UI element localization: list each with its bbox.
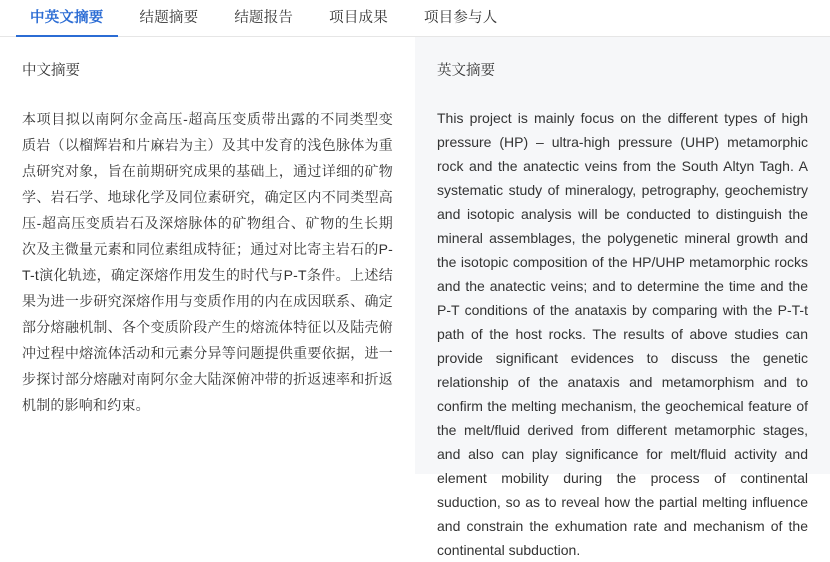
tab-label: 结题摘要	[139, 10, 199, 26]
tab-final-abstract[interactable]	[122, 0, 217, 36]
chinese-abstract-panel	[0, 37, 415, 474]
tab-final-report[interactable]	[216, 0, 311, 36]
tab-project-participants[interactable]	[406, 0, 516, 36]
chinese-abstract-text: 本项目拟以南阿尔金高压-超高压变质带出露的不同类型变质岩（以榴辉岩和片麻岩为主）及其中发育的浅色脉体为重点研究对象，旨在前期研究成果的基础上，通过详细的矿物学、岩石学、地球化学及同位素研究，确定区内不同类型高压-超高压变质岩石及深熔脉体的矿物组合、矿物的生长期次及主微量元素和同位素组成特征；通过对比寄主岩石的P-T-t演化轨迹，确定深熔作用发生的时代与P-T条件。上述结果为进一步研究深熔作用与变质作用的内在成因联系、确定部分熔融机制、各个变质阶段产生的熔流体特征以及陆壳俯冲过程中熔流体活动和元素分异等问题提供重要依据，进一步探讨部分熔融对南阿尔金大陆深俯冲带的折返速率和折返机制的影响和约束。	[22, 111, 393, 413]
tab-chinese-english-abstract[interactable]	[12, 0, 122, 36]
tab-label: 项目成果	[329, 10, 388, 26]
tab-label: 中英文摘要	[30, 10, 104, 26]
tab-project-results[interactable]	[311, 0, 406, 36]
tab-bar	[0, 0, 830, 37]
english-abstract-panel	[415, 37, 830, 558]
abstract-content	[0, 37, 830, 558]
english-abstract-text: This project is mainly focus on the different types of high pressure (HP) – ultra-high pressure (UHP) metamorphic rock and the anatectic veins from the South Altyn Tagh. A systematic study of mineralogy, petrography, geochemistry and isotopic analysis will be conducted to distinguish the mineral assemblages, the polygenetic mineral growth and the isotopic composition of the HP/UHP metamorphic rocks and the anatectic veins; and to determine the time and the P-T conditions of the anataxis by comparing with the P-T-t path of the host rocks. The results of above studies can provide significant evidences to discuss the genetic relationship of the anataxis and metamorphism and to confirm the melting mechanism, the geochemical feature of the melt/fluid derived from different metamorphic stages, and also can play significance for melt/fluid activity and element mobility during the process of continental suduction, so as to reveal how the partial melting influence and constrain the exhumation rate and mechanism of the continental subduction.	[437, 110, 808, 558]
tab-label: 结题报告	[234, 10, 294, 26]
tab-label: 项目参与人	[423, 10, 498, 26]
chinese-abstract-title: 中文摘要	[22, 63, 80, 79]
english-abstract-title: 英文摘要	[437, 63, 495, 79]
